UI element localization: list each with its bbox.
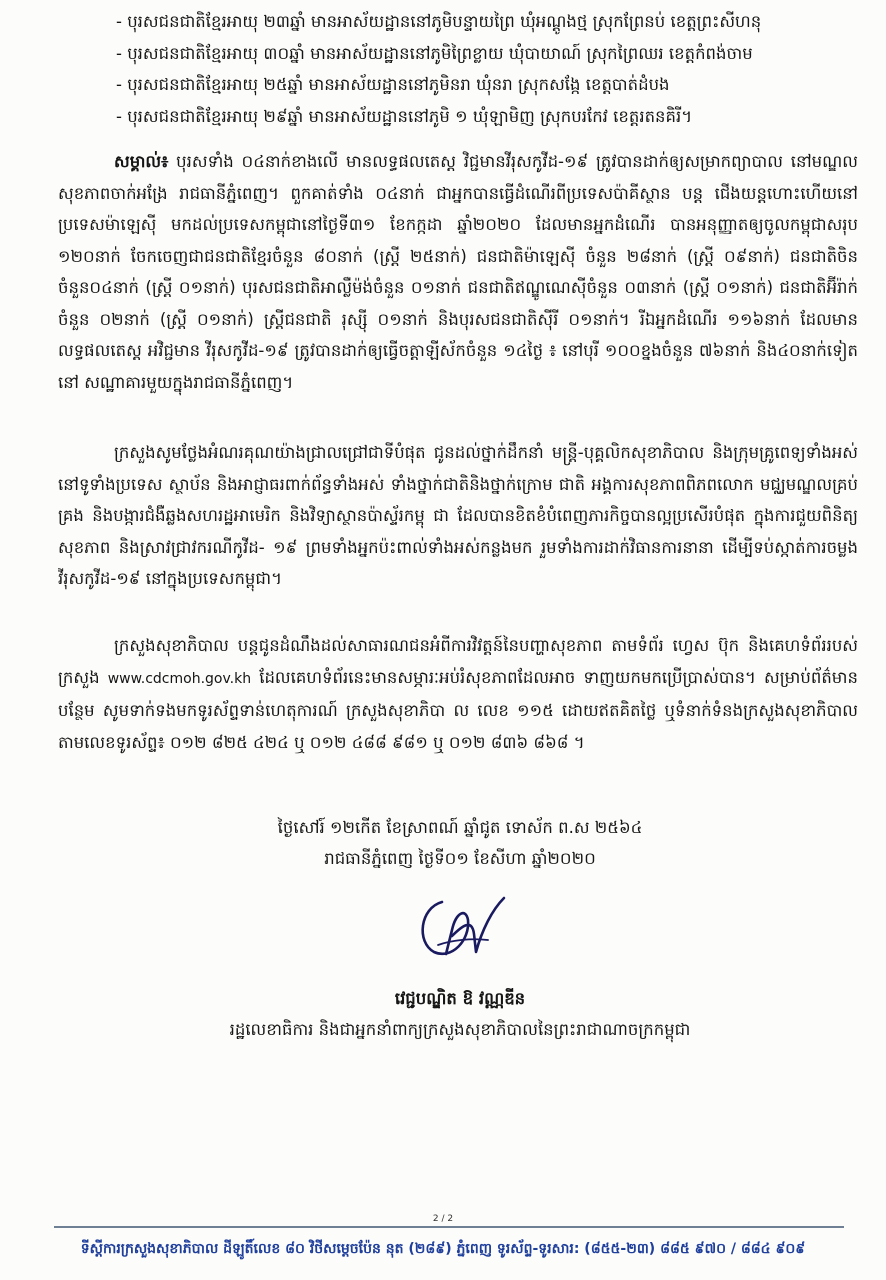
thanks-paragraph: ក្រសួងសូមថ្លែងអំណរគុណយ៉ាងជ្រាលជ្រៅជាទីបំផុត ជូនដល់ថ្នាក់ដឹកនាំ មន្ត្រី-បុគ្គលិកសុខាភិបាល និងក្រុមគ្រូពេទ្យទាំងអស់នៅទូទាំងប្រទេស ស្ថាប័ន និងអាជ្ញាធរពាក់ព័ន្ធទាំងអស់ ទាំងថ្នាក់ជាតិនិងថ្នាក់ក្រោម ជាតិ អង្គការសុខភាពពិភពលោក មជ្ឈមណ្ឌលគ្រប់គ្រង និងបង្ការជំងឺឆ្លងសហរដ្ឋអាមេរិក និងវិទ្យាស្ថានប៉ាស្ទ័រកម្ពុ ជា ដែលបានខិតខំបំពេញភារកិច្ចបានល្អប្រសើរបំផុត ក្នុងការជួយពិនិត្យសុខភាព និងស្រាវជ្រាវករណីកូវីដ- ១៩ ព្រមទាំងអ្នកប៉ះពាល់ទាំងអស់កន្លងមក រួមទាំងការដាក់វិធានការនានា ដើម្បីទប់ស្កាត់ការចម្លងវីរុសកូវីដ-១៩ នៅក្នុងប្រទេសកម្ពុជា។ bbox=[58, 443, 858, 588]
lunar-date: ថ្ងៃសៅរ៍ ១២កើត ខែស្រាពណ៍ ឆ្នាំជូត ទោស័ក ព.ស ២៥៦៤ bbox=[277, 818, 643, 837]
case-list-item-3: - បុរសជនជាតិខ្មែរអាយុ ២៥ឆ្នាំ មានអាស័យដ្ឋាននៅភូមិនរា ឃុំនរា ស្រុកសង្កែ ខេត្តបាត់ដំបង bbox=[116, 75, 670, 94]
note-paragraph bbox=[58, 146, 858, 431]
signer-title: រដ្ឋលេខាធិការ និងជាអ្នកនាំពាក្យក្រសួងសុខាភិបាលនៃព្រះរាជាណាចក្រកម្ពុជា bbox=[229, 1020, 691, 1039]
signer-name: វេជ្ជបណ្ឌិត ឱ វណ្ណឌីន bbox=[394, 989, 526, 1008]
footer-divider bbox=[54, 1226, 844, 1228]
signature-image bbox=[412, 890, 522, 965]
case-list-item-2: - បុរសជនជាតិខ្មែរអាយុ ៣០ឆ្នាំ មានអាស័យដ្ឋាននៅភូមិព្រៃខ្លាយ ឃុំបាយាណ៍ ស្រុកព្រៃឈរ ខេត្តកំពង់ចាម bbox=[116, 43, 753, 63]
case-list bbox=[116, 6, 856, 132]
note-text: បុរសទាំង ០៤នាក់ខាងលើ មានលទ្ធផលតេស្ត វិជ្ជមានវីរុសកូវីដ-១៩ ត្រូវបានដាក់ឲ្យសម្រាកព្យាបាល នៅមណ្ឌលសុខភាពចាក់អង្រែ រាជធានីភ្នំពេញ។ ពួកគាត់ទាំង ០៤នាក់ ជាអ្នកបានធ្វើដំណើរពីប្រទេសប៉ាគីស្ថាន បន្ត ជើងយន្តហោះហើយនៅប្រទេសម៉ាឡេស៊ី មកដល់ប្រទេសកម្ពុជានៅថ្ងៃទី៣១ ខែកក្កដា ឆ្នាំ២០២០ ដែលមានអ្នកដំណើរ បានអនុញ្ញាតឲ្យចូលកម្ពុជាសរុប ១២០នាក់ ចែកចេញជាជនជាតិខ្មែរចំនួន ៨០នាក់ (ស្ត្រី ២៥នាក់) ជនជាតិម៉ាឡេស៊ី ចំនួន ២៨នាក់ (ស្ត្រី ០៩នាក់) ជនជាតិចិនចំនួន០៤នាក់ (ស្ត្រី ០១នាក់) បុរសជនជាតិអាល្លឺម៉ង់ចំនួន ០១នាក់ ជនជាតិឥណ្ឌូណេស៊ីចំនួន ០៣នាក់ (ស្ត្រី ០១នាក់) ជនជាតិអ៊ីរ៉ាក់ចំនួន ០២នាក់ (ស្ត្រី ០១នាក់) ស្ត្រីជនជាតិ រុស្ស៊ី ០១នាក់ និងបុរសជនជាតិស៊ីរី ០១នាក់។ រីឯអ្នកដំណើរ ១១៦នាក់ ដែលមានលទ្ធផលតេស្ត អវិជ្ជមាន វីរុសកូវីដ-១៩ ត្រូវបានដាក់ឲ្យធ្វើចត្តាឡីស័កចំនួន ១៤ថ្ងៃ ៖ នៅបុរី ១០០ខ្នងចំនួន ៧៦នាក់ និង៤០នាក់ទៀត នៅ សណ្ឋាគារមួយក្នុងរាជធានីភ្នំពេញ។ bbox=[58, 152, 858, 392]
info-text-before: ក្រសួងសុខាភិបាល បន្តជូនដំណឹងដល់សាធារណជនអំពីការវិវត្តន៍នៃបញ្ហាសុខភាព តាមទំព័រ ហ្វេស ប៊ុក និងគេហទំព័ររបស់ក្រសួង bbox=[58, 636, 858, 687]
info-text-after: ដែលគេហទំព័រនេះមានសម្ភារៈអប់រំសុខភាពដែលអាច ទាញយកមកប្រើប្រាស់បាន។ សម្រាប់ព័ត៌មានបន្ថែម សូមទាក់ទងមកទូរស័ព្ទទាន់ហេតុការណ៍ ក្រសួងសុខាភិបា ល លេខ ១១៥ ដោយឥតគិតថ្លៃ ឬទំនាក់ទំនងក្រសួងសុខាភិបាល តាមលេខទូរស័ព្ទ៖ ០១២ ៨២៥ ៤២៤ ឬ ០១២ ៤៨៨ ៩៨១ ឬ ០១២ ៨៣៦ ៨៦៨ ។ bbox=[58, 667, 858, 752]
date-block bbox=[250, 812, 670, 874]
page-number: 2 / 2 bbox=[432, 1214, 454, 1224]
solar-date: រាជធានីភ្នំពេញ ថ្ងៃទី០១ ខែសីហា ឆ្នាំ២០២០ bbox=[324, 849, 596, 868]
footer-address: ទីស្តីការក្រសួងសុខាភិបាល ដីឡូតិ៍លេខ ៨០ វិថីសម្តេចប៉ែន នុត (២៨៩) ភ្នំពេញ ទូរស័ព្ទ-ទូរសារ: (៨៥៥-២៣) ៨៨៥ ៩៧០ / ៨៨៤ ៩០៩ bbox=[80, 1241, 806, 1257]
signer-block bbox=[170, 983, 750, 1045]
info-paragraph bbox=[58, 630, 858, 790]
note-lead: សម្គាល់៖ bbox=[114, 152, 169, 171]
website-link[interactable]: www.cdcmoh.gov.kh bbox=[107, 670, 252, 687]
case-list-item-4: - បុរសជនជាតិខ្មែរអាយុ ២៩ឆ្នាំ មានអាស័យដ្ឋាននៅភូមិ ១ ឃុំឡាមិញ ស្រុកបរកែវ ខេត្តរតនគិរី។ bbox=[116, 106, 693, 126]
case-list-item-1: - បុរសជនជាតិខ្មែរអាយុ ២៣ឆ្នាំ មានអាស័យដ្ឋាននៅភូមិបន្ទាយព្រៃ ឃុំអណ្តូងថ្ម ស្រុកព្រែនប់ ខេត្តព្រះសីហនុ bbox=[116, 12, 762, 31]
